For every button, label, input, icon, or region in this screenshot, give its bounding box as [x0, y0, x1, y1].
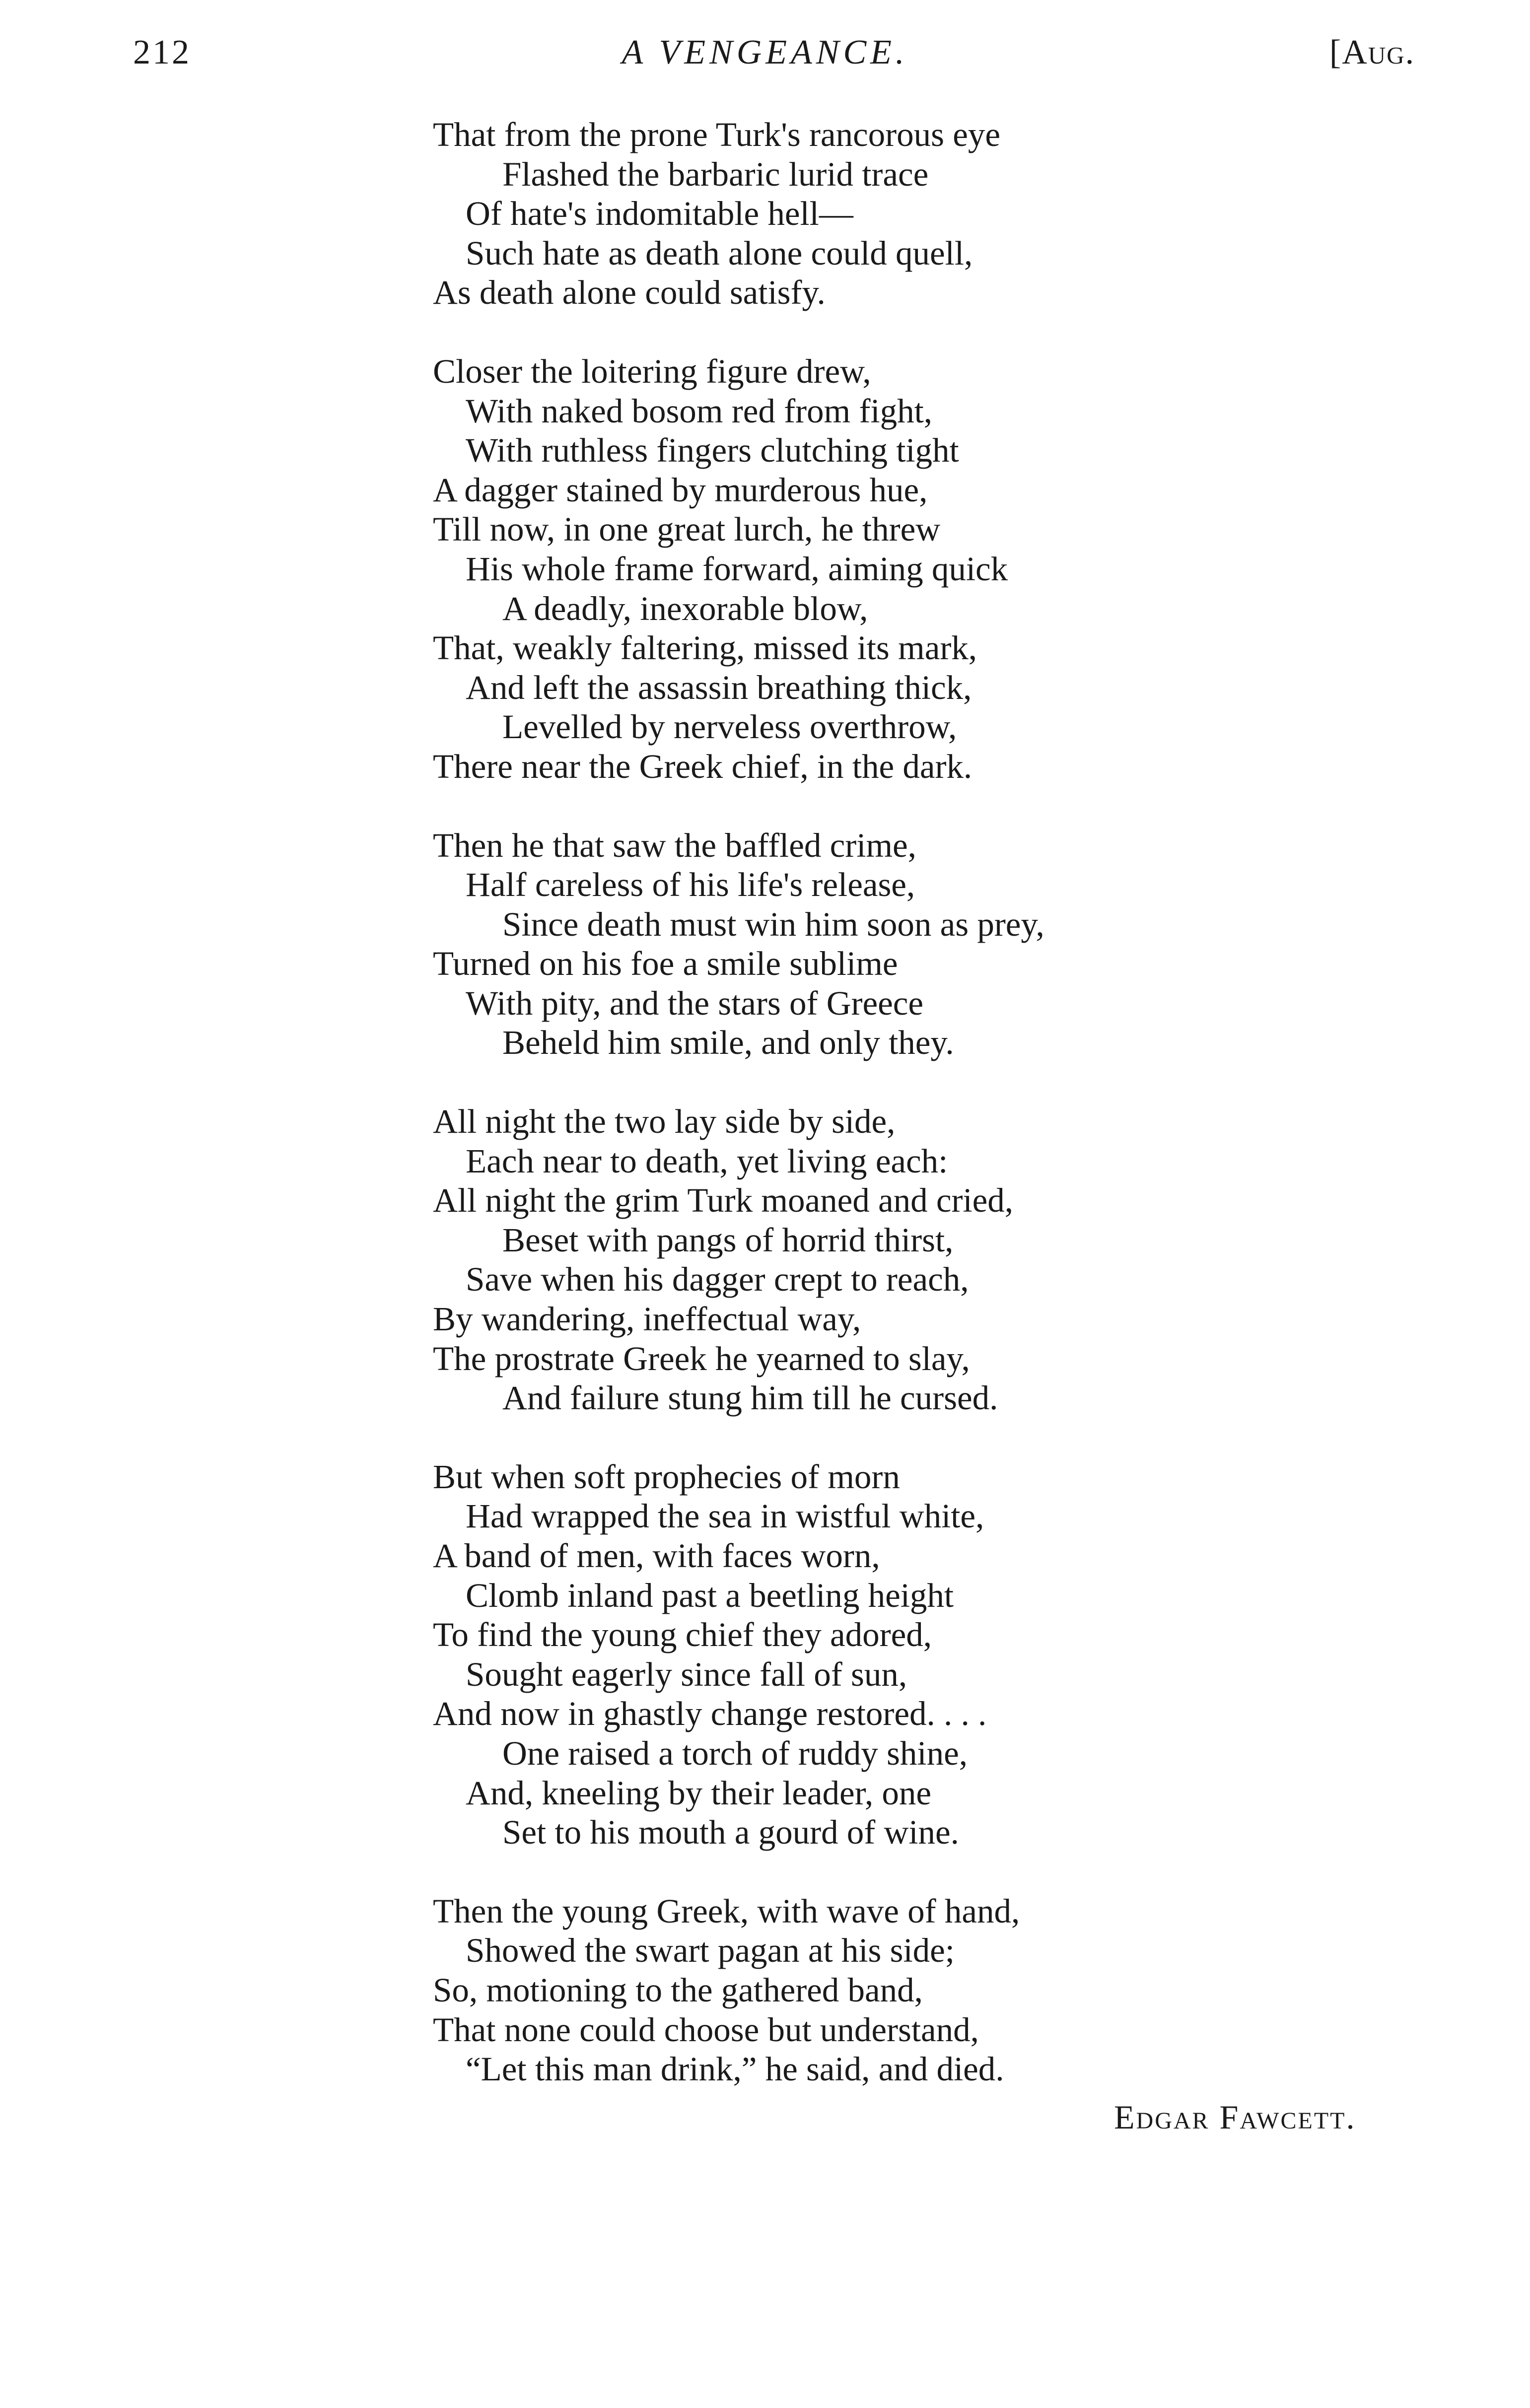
poem-line: All night the grim Turk moaned and cried,	[433, 1181, 1014, 1220]
poem-line: But when soft prophecies of morn	[433, 1457, 900, 1496]
poem-line: Showed the swart pagan at his side;	[466, 1931, 955, 1970]
poem-line: Flashed the barbaric lurid trace	[502, 155, 929, 193]
poem-line: Turned on his foe a smile sublime	[433, 945, 898, 983]
poem-line: Save when his dagger crept to reach,	[466, 1260, 969, 1299]
poem-line: With ruthless fingers clutching tight	[466, 431, 959, 470]
poem-line: That from the prone Turk's rancorous eye	[433, 116, 1001, 153]
poem-line: A dagger stained by murderous hue,	[433, 471, 928, 509]
poem-line: “Let this man drink,” he said, and died.	[466, 2050, 1004, 2088]
poem-line: There near the Greek chief, in the dark.	[433, 747, 973, 785]
poem-line: And failure stung him till he cursed.	[502, 1379, 998, 1417]
poem-line: With pity, and the stars of Greece	[466, 984, 923, 1022]
poem-line: Sought eagerly since fall of sun,	[466, 1655, 907, 1693]
poem-line: Had wrapped the sea in wistful white,	[466, 1497, 984, 1535]
poem-stanza	[433, 1102, 1426, 1418]
poem-line: Beheld him smile, and only they.	[502, 1024, 954, 1062]
poem-line: So, motioning to the gathered band,	[433, 1971, 923, 2009]
poem-line: Then the young Greek, with wave of hand,	[433, 1892, 1020, 1930]
poem-line: To find the young chief they adored,	[433, 1616, 932, 1654]
poem-line: Closer the loitering figure drew,	[433, 352, 871, 390]
poem-line: All night the two lay side by side,	[433, 1102, 896, 1141]
poem-line: His whole frame forward, aiming quick	[466, 550, 1008, 588]
poem-line: Set to his mouth a gourd of wine.	[502, 1813, 959, 1852]
poem-line: The prostrate Greek he yearned to slay,	[433, 1339, 970, 1377]
poem-line: And left the assassin breathing thick,	[466, 668, 972, 706]
poem-line: A band of men, with faces worn,	[433, 1537, 880, 1575]
poem-line: Of hate's indomitable hell—	[466, 195, 853, 233]
poem-line: Levelled by nerveless overthrow,	[502, 708, 957, 746]
poem-line: Since death must win him soon as prey,	[502, 905, 1044, 943]
poem-line: Till now, in one great lurch, he threw	[433, 510, 941, 549]
poem-line: By wandering, ineffectual way,	[433, 1300, 861, 1338]
poem-stanza	[433, 352, 1426, 787]
poem-line: Each near to death, yet living each:	[466, 1142, 948, 1180]
poem-line: Half careless of his life's release,	[466, 866, 915, 904]
page-header	[0, 33, 1530, 82]
poem-line: And now in ghastly change restored. . . .	[433, 1695, 987, 1733]
poem-stanza	[433, 1892, 1426, 2089]
poem-line: Clomb inland past a beetling height	[466, 1576, 954, 1614]
poem-line: That, weakly faltering, missed its mark,	[433, 629, 977, 667]
poem-body	[433, 115, 1426, 2129]
running-title: A VENGEANCE.	[622, 33, 908, 71]
poem-line: As death alone could satisfy.	[433, 274, 826, 312]
author-signature: Edgar Fawcett.	[1114, 2098, 1356, 2136]
month-label: [Aug.	[1329, 33, 1415, 71]
poem-line: That none could choose but understand,	[433, 2010, 979, 2049]
poem-line: Then he that saw the baffled crime,	[433, 826, 916, 864]
poem-line: And, kneeling by their leader, one	[466, 1774, 932, 1812]
poem-stanza	[433, 826, 1426, 1063]
poem-line: A deadly, inexorable blow,	[502, 589, 868, 627]
poem-line: Such hate as death alone could quell,	[466, 234, 973, 272]
poem-stanza	[433, 1457, 1426, 1853]
poem-stanza	[433, 115, 1426, 313]
poem-line: With naked bosom red from fight,	[466, 392, 933, 430]
page-number: 212	[133, 33, 191, 71]
poem-line: One raised a torch of ruddy shine,	[502, 1734, 968, 1772]
poem-line: Beset with pangs of horrid thirst,	[502, 1221, 954, 1259]
